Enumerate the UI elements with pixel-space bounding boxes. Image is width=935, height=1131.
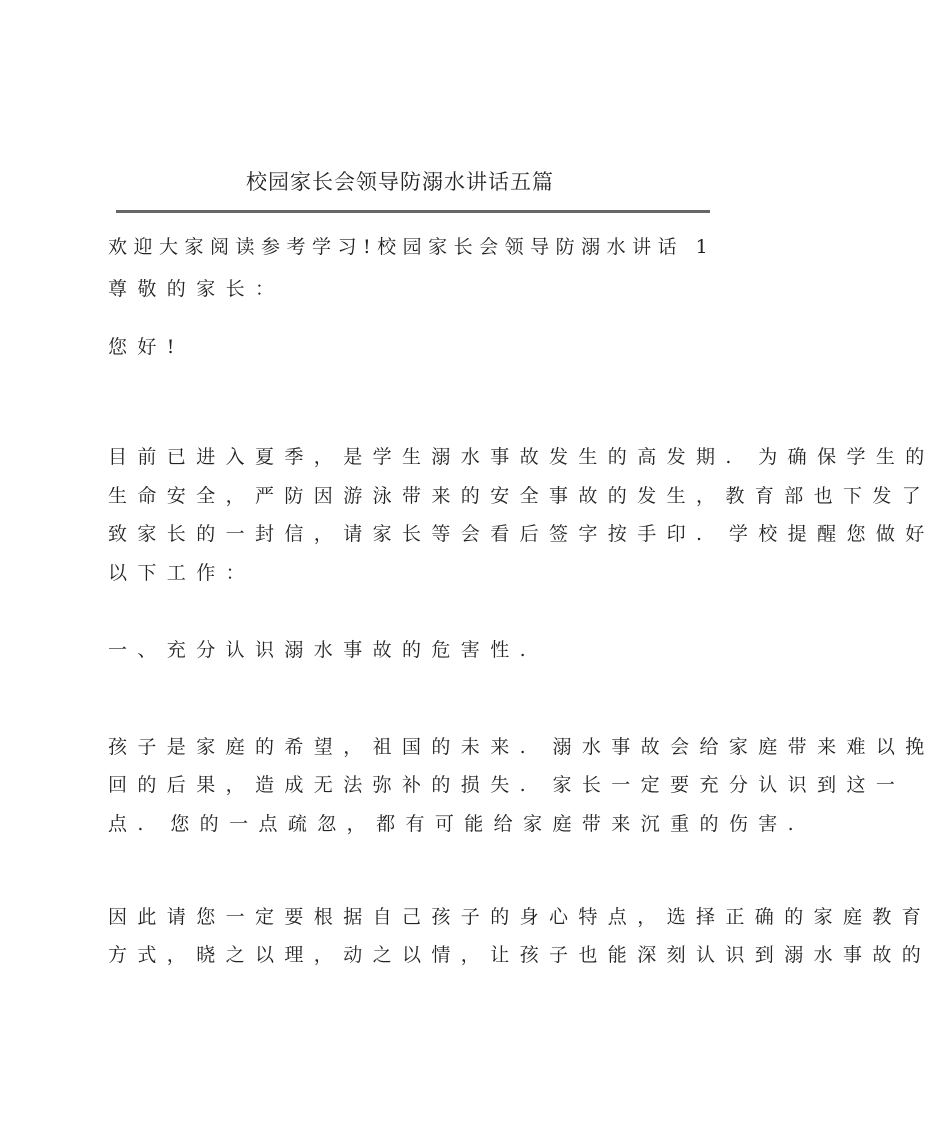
section-heading: 一、充分认识溺水事故的危害性. [108,639,537,661]
paragraph-line: 点. 您的一点疏忽，都有可能给家庭带来沉重的伤害. [108,813,805,835]
paragraph-line: 生命安全，严防因游泳带来的安全事故的发生，教育部也下发了 [108,485,932,507]
paragraph-line: 回的后果，造成无法弥补的损失. 家长一定要充分认识到这一 [108,774,906,796]
paragraph-line: 致家长的一封信，请家长等会看后签字按手印. 学校提醒您做好 [108,523,935,545]
greeting: 您好! [108,336,185,358]
paragraph-line: 因此请您一定要根据自己孩子的身心特点，选择正确的家庭教育 [108,906,932,928]
document-title: 校园家长会领导防溺水讲话五篇 [246,170,554,194]
paragraph-line: 以下工作： [108,562,256,584]
title-divider [116,210,710,213]
paragraph-line: 孩子是家庭的希望，祖国的未来. 溺水事故会给家庭带来难以挽 [108,736,935,758]
salutation: 尊敬的家长： [108,278,285,300]
intro-line: 欢迎大家阅读参考学习!校园家长会领导防溺水讲话 1 [108,236,715,258]
paragraph-line: 目前已进入夏季，是学生溺水事故发生的高发期. 为确保学生的 [108,446,935,468]
paragraph-line: 方式，晓之以理，动之以情，让孩子也能深刻认识到溺水事故的 [108,944,932,966]
